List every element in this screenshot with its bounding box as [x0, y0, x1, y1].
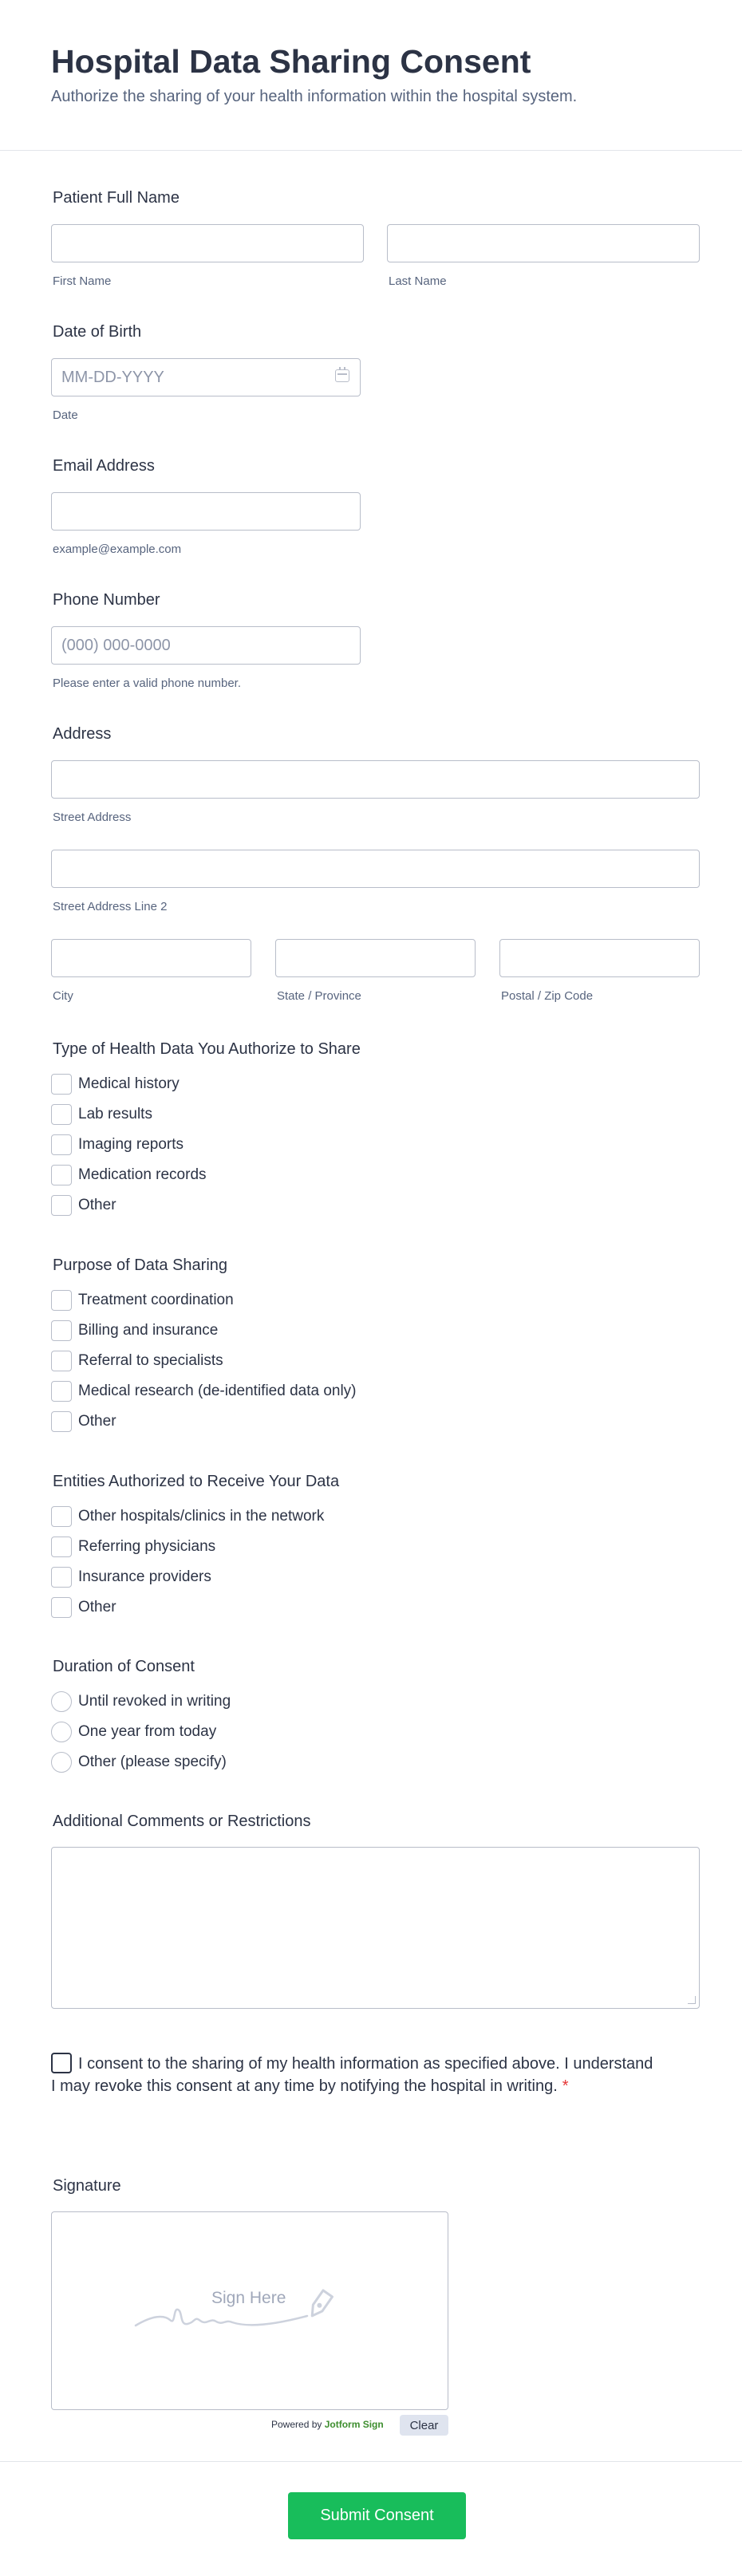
required-mark: * — [562, 2077, 569, 2095]
phone-sublabel: Please enter a valid phone number. — [53, 677, 241, 690]
purpose-option[interactable] — [51, 1320, 218, 1341]
option-label: Referring physicians — [78, 1538, 216, 1555]
state-sublabel: State / Province — [277, 989, 361, 1003]
radio-button[interactable] — [51, 1722, 72, 1742]
zip-input[interactable] — [499, 939, 700, 977]
comments-textarea[interactable] — [51, 1847, 700, 2009]
duration-option[interactable] — [51, 1722, 216, 1742]
purpose-option[interactable] — [51, 1351, 223, 1371]
option-label: One year from today — [78, 1723, 217, 1740]
checkbox[interactable] — [51, 1506, 72, 1527]
duration-option[interactable] — [51, 1752, 227, 1773]
form-header — [0, 0, 742, 151]
clear-signature-button[interactable]: Clear — [400, 2415, 448, 2436]
checkbox[interactable] — [51, 1381, 72, 1402]
entity-option[interactable] — [51, 1597, 116, 1618]
powered-by-brand: Jotform Sign — [324, 2419, 384, 2430]
data-type-option[interactable] — [51, 1165, 207, 1185]
email-label: Email Address — [53, 457, 155, 475]
entity-option[interactable] — [51, 1567, 211, 1588]
street-address-sublabel: Street Address — [53, 811, 132, 824]
address-label: Address — [53, 725, 112, 743]
checkbox[interactable] — [51, 1165, 72, 1185]
option-label: Other hospitals/clinics in the network — [78, 1508, 325, 1525]
checkbox[interactable] — [51, 1351, 72, 1371]
consent-text: I consent to the sharing of my health information as specified above. I understand I may revoke this consent at any time by notifying the hospital in writing. — [51, 2055, 653, 2095]
checkbox[interactable] — [51, 1134, 72, 1155]
email-sublabel: example@example.com — [53, 542, 182, 556]
radio-button[interactable] — [51, 1691, 72, 1712]
checkbox[interactable] — [51, 1074, 72, 1095]
email-input[interactable] — [51, 492, 361, 531]
option-label: Until revoked in writing — [78, 1693, 231, 1710]
data-type-option[interactable] — [51, 1074, 180, 1095]
phone-label: Phone Number — [53, 591, 160, 609]
option-label: Medical research (de-identified data only) — [78, 1383, 357, 1399]
checkbox[interactable] — [51, 1320, 72, 1341]
purpose-option[interactable] — [51, 1290, 234, 1311]
data-types-label: Type of Health Data You Authorize to Share — [53, 1040, 361, 1058]
option-label: Insurance providers — [78, 1568, 211, 1585]
option-label: Medication records — [78, 1166, 207, 1183]
purpose-option[interactable] — [51, 1411, 116, 1432]
city-input[interactable] — [51, 939, 251, 977]
entity-option[interactable] — [51, 1506, 324, 1527]
purpose-option[interactable] — [51, 1381, 357, 1402]
submit-button[interactable]: Submit Consent — [288, 2492, 466, 2539]
signature-placeholder: Sign Here — [211, 2289, 286, 2307]
zip-sublabel: Postal / Zip Code — [501, 989, 594, 1003]
option-label: Treatment coordination — [78, 1292, 234, 1308]
checkbox[interactable] — [51, 1537, 72, 1557]
option-label: Other — [78, 1413, 116, 1430]
patient-name-label: Patient Full Name — [53, 189, 180, 207]
dob-label: Date of Birth — [53, 323, 142, 341]
data-type-option[interactable] — [51, 1104, 152, 1125]
dob-sublabel: Date — [53, 408, 78, 422]
first-name-input[interactable] — [51, 224, 364, 262]
powered-by-text — [271, 2419, 384, 2430]
form-title: Hospital Data Sharing Consent — [51, 43, 531, 80]
duration-option[interactable] — [51, 1691, 231, 1712]
option-label: Medical history — [78, 1075, 180, 1092]
street-address-line2-sublabel: Street Address Line 2 — [53, 900, 168, 913]
option-label: Other — [78, 1197, 116, 1213]
consent-checkbox-row[interactable] — [51, 2053, 657, 2097]
comments-label: Additional Comments or Restrictions — [53, 1813, 311, 1830]
consent-checkbox[interactable] — [51, 2053, 72, 2073]
radio-button[interactable] — [51, 1752, 72, 1773]
option-label: Lab results — [78, 1106, 152, 1122]
first-name-sublabel: First Name — [53, 274, 112, 288]
checkbox[interactable] — [51, 1195, 72, 1216]
checkbox[interactable] — [51, 1567, 72, 1588]
resize-handle-icon[interactable] — [688, 1996, 696, 2004]
purpose-label: Purpose of Data Sharing — [53, 1256, 228, 1274]
checkbox[interactable] — [51, 1411, 72, 1432]
option-label: Imaging reports — [78, 1136, 184, 1153]
dob-input[interactable] — [51, 358, 361, 396]
checkbox[interactable] — [51, 1290, 72, 1311]
form-subtitle: Authorize the sharing of your health information within the hospital system. — [51, 88, 578, 105]
street-address-line2-input[interactable] — [51, 850, 700, 888]
checkbox[interactable] — [51, 1597, 72, 1618]
phone-input[interactable] — [51, 626, 361, 665]
last-name-sublabel: Last Name — [389, 274, 447, 288]
option-label: Referral to specialists — [78, 1352, 223, 1369]
powered-by-label: Powered by — [271, 2419, 322, 2430]
data-type-option[interactable] — [51, 1134, 184, 1155]
state-input[interactable] — [275, 939, 476, 977]
last-name-input[interactable] — [387, 224, 700, 262]
data-type-option[interactable] — [51, 1195, 116, 1216]
checkbox[interactable] — [51, 1104, 72, 1125]
option-label: Other (please specify) — [78, 1753, 227, 1770]
calendar-icon[interactable] — [335, 369, 349, 382]
city-sublabel: City — [53, 989, 73, 1003]
signature-label: Signature — [53, 2177, 121, 2195]
duration-label: Duration of Consent — [53, 1658, 195, 1675]
option-label: Billing and insurance — [78, 1322, 219, 1339]
street-address-input[interactable] — [51, 760, 700, 799]
entity-option[interactable] — [51, 1537, 215, 1557]
option-label: Other — [78, 1599, 116, 1615]
entities-label: Entities Authorized to Receive Your Data — [53, 1473, 340, 1490]
